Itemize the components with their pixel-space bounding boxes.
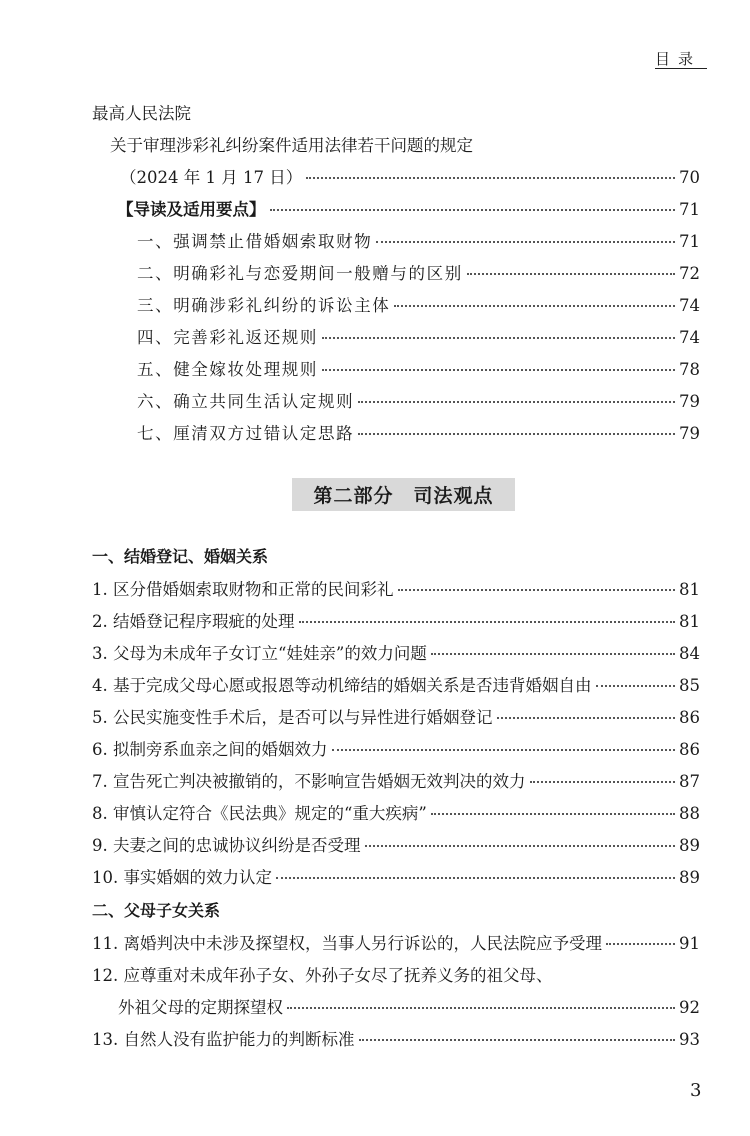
dot-leader [606, 943, 675, 945]
toc-entry-text: 外祖父母的定期探望权 [118, 998, 283, 1017]
dot-leader [431, 813, 675, 815]
toc-page-number: 79 [679, 392, 700, 411]
dot-leader [306, 177, 675, 179]
toc-entry[interactable] [92, 608, 700, 632]
toc-entry[interactable] [92, 930, 700, 954]
toc-page-number: 71 [679, 200, 700, 219]
toc-entry[interactable] [92, 736, 700, 760]
toc-page-number: 85 [679, 676, 700, 695]
toc-entry-point[interactable] [137, 228, 700, 252]
toc-entry-text: 4. 基于完成父母心愿或报恩等动机缔结的婚姻关系是否违背婚姻自由 [92, 676, 592, 695]
toc-entry[interactable] [92, 672, 700, 696]
toc-entry-point[interactable] [137, 388, 700, 412]
toc-page-number: 86 [679, 740, 700, 759]
toc-entry-text: 六、确立共同生活认定规则 [137, 392, 355, 411]
dot-leader [322, 369, 675, 371]
toc-entry-text: 七、厘清双方过错认定思路 [137, 424, 355, 443]
dot-leader [358, 433, 675, 435]
dot-leader [398, 589, 676, 591]
toc-page-number: 74 [679, 328, 700, 347]
toc-page-number: 81 [679, 612, 700, 631]
toc-entry-point[interactable] [137, 292, 700, 316]
toc-page-number: 88 [679, 804, 700, 823]
toc-entry[interactable] [92, 800, 700, 824]
toc-page-number: 86 [679, 708, 700, 727]
dot-leader [322, 337, 675, 339]
toc-entry-text: 2. 结婚登记程序瑕疵的处理 [92, 612, 295, 631]
toc-entry-text: 一、强调禁止借婚姻索取财物 [137, 232, 373, 251]
toc-page-number: 89 [679, 868, 700, 887]
toc-entry[interactable] [92, 832, 700, 856]
toc-entry-point[interactable] [137, 356, 700, 380]
toc-entry-continuation[interactable] [118, 994, 700, 1018]
dot-leader [332, 749, 676, 751]
part-banner: 第二部分 司法观点 [292, 478, 515, 511]
toc-entry-guide[interactable] [117, 196, 700, 220]
toc-entry-text: 二、明确彩礼与恋爱期间一般赠与的区别 [137, 264, 463, 283]
group-heading: 一、结婚登记、婚姻关系 [92, 547, 269, 566]
toc-entry-text: 6. 拟制旁系血亲之间的婚姻效力 [92, 740, 328, 759]
toc-entry[interactable] [92, 1026, 700, 1050]
toc-page-number: 81 [679, 580, 700, 599]
toc-entry-text: 五、健全嫁妆处理规则 [137, 360, 318, 379]
toc-page-number: 78 [679, 360, 700, 379]
toc-entry-point[interactable] [137, 260, 700, 284]
dot-leader [467, 273, 675, 275]
dot-leader [497, 717, 676, 719]
dot-leader [276, 877, 675, 879]
dot-leader [270, 209, 676, 211]
toc-entry-text: 【导读及适用要点】 [117, 200, 266, 219]
toc-entry-text: 5. 公民实施变性手术后，是否可以与异性进行婚姻登记 [92, 708, 493, 727]
toc-page-number: 79 [679, 424, 700, 443]
toc-entry-point[interactable] [137, 324, 700, 348]
dot-leader [359, 1039, 676, 1041]
running-head-rule [655, 68, 707, 69]
dot-leader [299, 621, 676, 623]
toc-page-number: 91 [679, 934, 700, 953]
toc-entry[interactable] [92, 640, 700, 664]
toc-entry-text: 9. 夫妻之间的忠诚协议纠纷是否受理 [92, 836, 361, 855]
toc-page-number: 93 [679, 1030, 700, 1049]
regulation-title: 关于审理涉彩礼纠纷案件适用法律若干问题的规定 [110, 136, 473, 155]
toc-entry-text: 10. 事实婚姻的效力认定 [92, 868, 272, 887]
toc-entry-first-line[interactable]: 12. 应尊重对未成年孙子女、外孙子女尽了抚养义务的祖父母、 [92, 966, 553, 985]
toc-entry[interactable] [92, 576, 700, 600]
group-heading: 二、父母子女关系 [92, 901, 221, 920]
toc-entry-text: 7. 宣告死亡判决被撤销的，不影响宣告婚姻无效判决的效力 [92, 772, 526, 791]
toc-entry-point[interactable] [137, 420, 700, 444]
toc-page-number: 89 [679, 836, 700, 855]
dot-leader [358, 401, 675, 403]
toc-page-number: 71 [679, 232, 700, 251]
dot-leader [431, 653, 675, 655]
toc-entry-text: （2024 年 1 月 17 日） [120, 168, 303, 187]
toc-page-number: 72 [679, 264, 700, 283]
toc-entry-text: 8. 审慎认定符合《民法典》规定的“重大疾病” [92, 804, 427, 823]
toc-page-number: 70 [679, 168, 700, 187]
dot-leader [287, 1007, 675, 1009]
page-number: 3 [690, 1080, 702, 1101]
dot-leader [394, 305, 675, 307]
dot-leader [365, 845, 676, 847]
toc-entry-text: 3. 父母为未成年子女订立“娃娃亲”的效力问题 [92, 644, 427, 663]
dot-leader [376, 241, 675, 243]
toc-entry-text: 三、明确涉彩礼纠纷的诉讼主体 [137, 296, 391, 315]
toc-page-number: 87 [679, 772, 700, 791]
toc-page-number: 84 [679, 644, 700, 663]
toc-page-number: 74 [679, 296, 700, 315]
toc-entry[interactable] [92, 864, 700, 888]
toc-entry-text: 1. 区分借婚姻索取财物和正常的民间彩礼 [92, 580, 394, 599]
issuer: 最高人民法院 [92, 104, 191, 123]
dot-leader [530, 781, 676, 783]
toc-entry-text: 四、完善彩礼返还规则 [137, 328, 318, 347]
running-head: 目录 [655, 50, 702, 68]
toc-entry-date[interactable] [120, 164, 700, 188]
toc-entry-text: 11. 离婚判决中未涉及探望权，当事人另行诉讼的，人民法院应予受理 [92, 934, 602, 953]
toc-entry-text: 13. 自然人没有监护能力的判断标准 [92, 1030, 355, 1049]
toc-page-number: 92 [679, 998, 700, 1017]
toc-entry[interactable] [92, 704, 700, 728]
dot-leader [596, 685, 676, 687]
toc-entry[interactable] [92, 768, 700, 792]
